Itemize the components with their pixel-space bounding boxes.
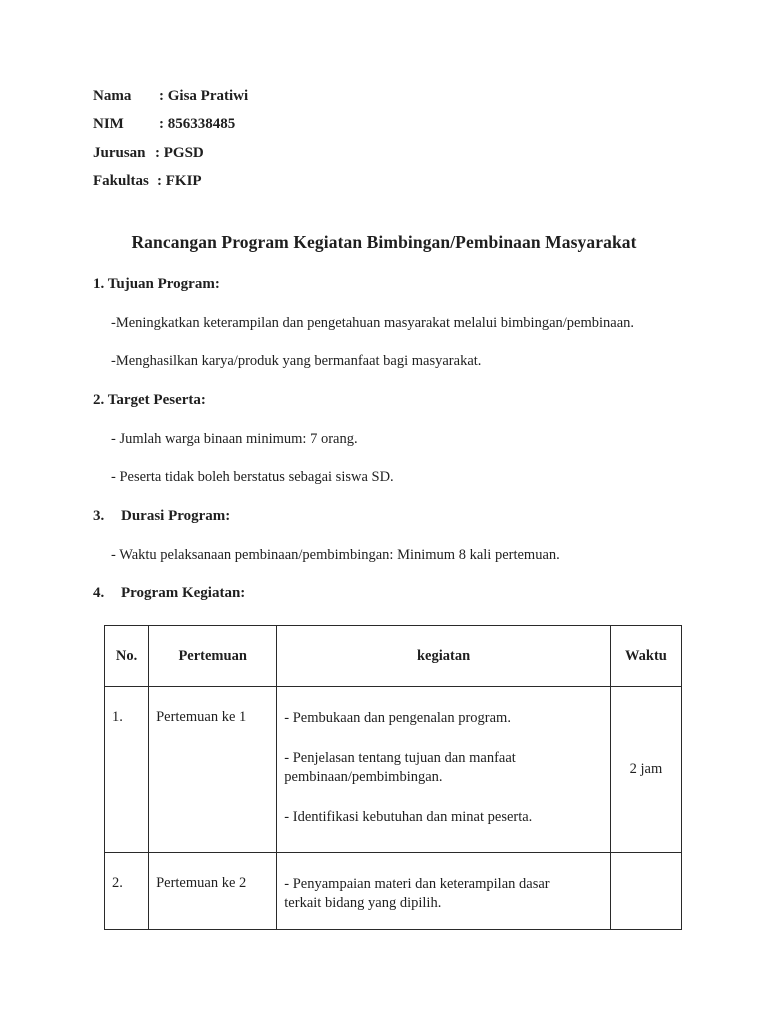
row-1-waktu: [610, 687, 681, 853]
jurusan-label: Jurusan: [93, 145, 146, 161]
section-3-item-1: - Waktu pelaksanaan pembinaan/pembimbingan: Minimum 8 kali pertemuan.: [111, 547, 560, 563]
table-header-row: [105, 626, 682, 687]
row-1-kegiatan-line-3: pembinaan/pembimbingan.: [284, 769, 443, 785]
row-1-no-text: 1.: [112, 709, 123, 725]
row-2-no-text: 2.: [112, 875, 123, 891]
row-2-kegiatan-list: [277, 853, 610, 913]
section-3-heading: Durasi Program:: [121, 508, 231, 524]
document-title: Rancangan Program Kegiatan Bimbingan/Pembinaan Masyarakat: [131, 232, 637, 252]
section-1-item-2: -Menghasilkan karya/produk yang bermanfaat bagi masyarakat.: [111, 353, 482, 369]
section-2-heading: 2. Target Peserta:: [93, 392, 206, 408]
section-4-number: 4.: [93, 585, 105, 601]
section-3-number: 3.: [93, 508, 105, 524]
row-1-kegiatan-line-4: - Identifikasi kebutuhan dan minat peserta.: [284, 809, 533, 825]
header-no: No.: [105, 626, 149, 687]
id-row-nama: [93, 88, 249, 105]
row-2-waktu: [610, 853, 681, 930]
header-kegiatan: kegiatan: [277, 626, 611, 687]
section-4-heading: Program Kegiatan:: [121, 585, 246, 601]
row-2-pertemuan-text: Pertemuan ke 2: [156, 875, 247, 891]
table-row: [105, 687, 682, 853]
id-row-nim: [93, 116, 236, 133]
nama-label: Nama: [93, 88, 132, 104]
id-row-jurusan: [93, 145, 204, 162]
section-2-item-1: - Jumlah warga binaan minimum: 7 orang.: [111, 431, 358, 447]
row-1-kegiatan-line-1: - Pembukaan dan pengenalan program.: [284, 710, 511, 726]
row-1-no: [105, 687, 149, 853]
row-1-kegiatan-list: [277, 687, 610, 827]
row-2-kegiatan-line-2: terkait bidang yang dipilih.: [284, 895, 442, 911]
header-pertemuan: Pertemuan: [149, 626, 277, 687]
nama-value: : Gisa Pratiwi: [159, 88, 249, 104]
nim-value: : 856338485: [159, 116, 236, 132]
id-row-fakultas: [93, 173, 202, 190]
section-1-heading: 1. Tujuan Program:: [93, 276, 220, 292]
row-2-no: [105, 853, 149, 930]
jurusan-value: : PGSD: [155, 145, 204, 161]
fakultas-label: Fakultas: [93, 173, 149, 189]
table-row: [105, 853, 682, 930]
fakultas-value: : FKIP: [157, 173, 202, 189]
row-2-kegiatan-line-1: - Penyampaian materi dan keterampilan dasar: [284, 876, 550, 892]
row-1-pertemuan: [149, 687, 277, 853]
row-2-pertemuan: [149, 853, 277, 930]
nim-label: NIM: [93, 116, 124, 132]
program-table: [104, 625, 682, 930]
row-1-kegiatan-line-2: - Penjelasan tentang tujuan dan manfaat: [284, 750, 516, 766]
header-waktu: Waktu: [610, 626, 681, 687]
row-1-pertemuan-text: Pertemuan ke 1: [156, 709, 247, 725]
section-1-item-1: -Meningkatkan keterampilan dan pengetahuan masyarakat melalui bimbingan/pembinaan.: [111, 315, 635, 331]
row-1-waktu-text: 2 jam: [629, 761, 663, 777]
section-2-item-2: - Peserta tidak boleh berstatus sebagai siswa SD.: [111, 469, 394, 485]
row-2-kegiatan: [277, 853, 611, 930]
row-1-kegiatan: [277, 687, 611, 853]
